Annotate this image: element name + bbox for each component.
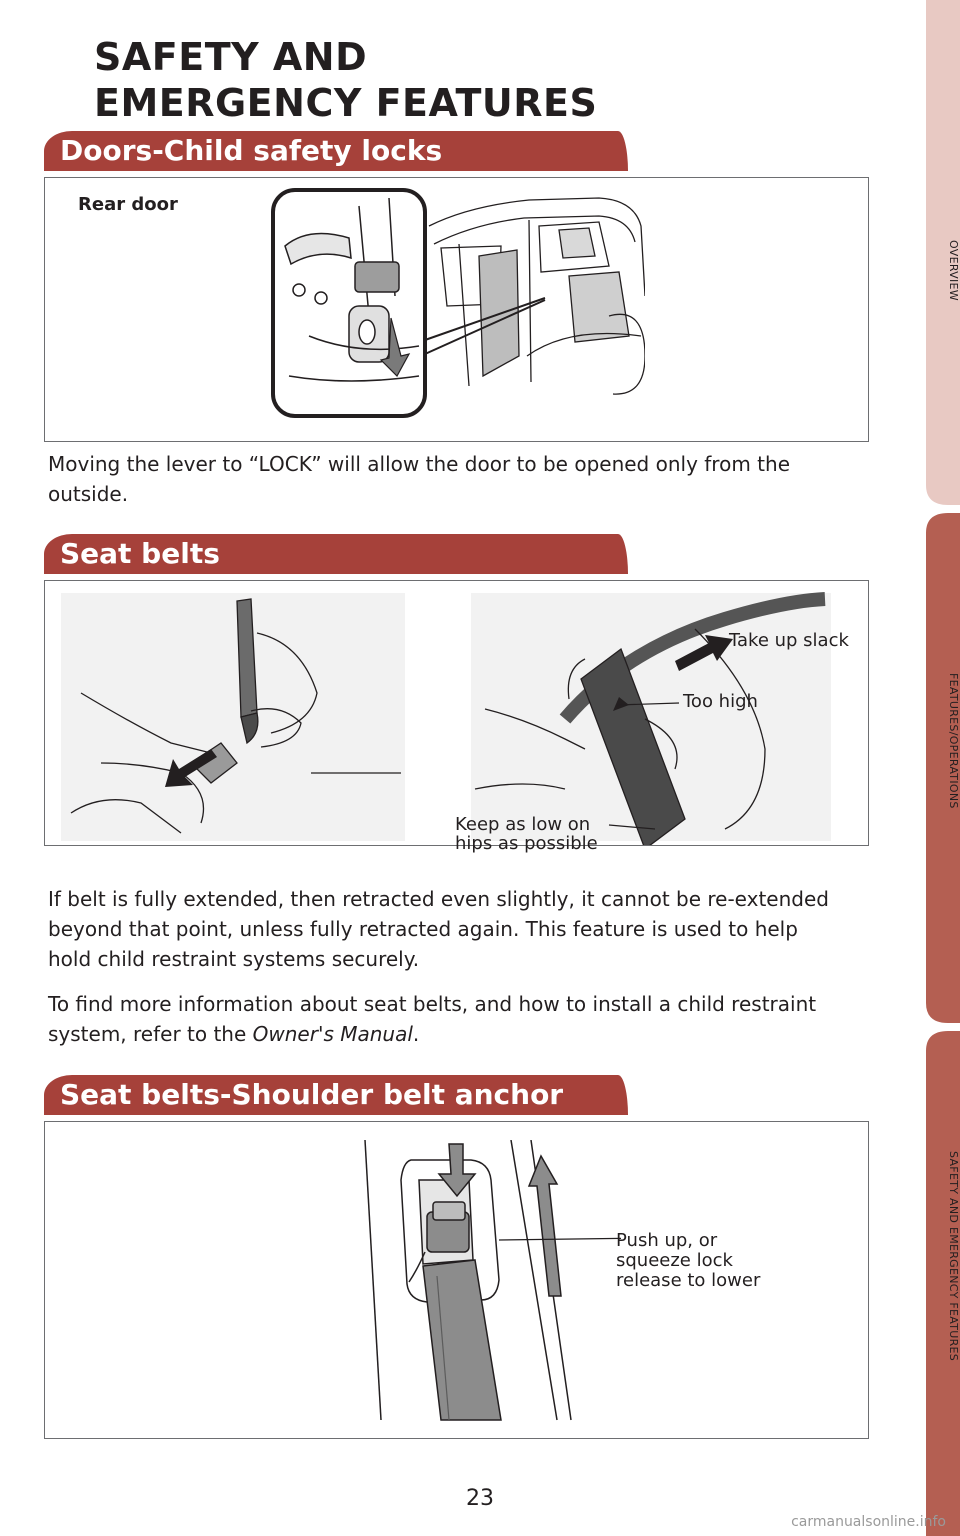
- side-tab-overview-label: OVERVIEW: [947, 240, 960, 301]
- side-tab-features-label: FEATURES/OPERATIONS: [947, 673, 960, 809]
- label-push-up: [616, 1231, 760, 1291]
- shoulder-anchor-illustration: [361, 1140, 621, 1422]
- label-keep-low-line1: Keep as low on: [455, 814, 591, 835]
- page-title-line2: EMERGENCY FEATURES: [94, 81, 598, 125]
- watermark: carmanualsonline.info: [791, 1514, 946, 1530]
- label-push-up-line3: release to lower: [616, 1270, 761, 1291]
- figure-frame-child-locks: [44, 177, 869, 442]
- section-heading-shoulder-anchor: Seat belts-Shoulder belt anchor: [44, 1075, 628, 1115]
- label-too-high: Too high: [683, 691, 758, 712]
- seat-belts-paragraph-1: If belt is fully extended, then retracted even slightly, it cannot be re-extended beyond that point, unless fully retracted again. This feature is used to help hold child restraint systems securely.: [48, 887, 829, 971]
- figure-label-rear-door: Rear door: [78, 194, 178, 215]
- side-tab-overview[interactable]: [926, 0, 960, 505]
- label-push-up-line2: squeeze lock: [616, 1250, 733, 1271]
- owners-manual-reference: Owner's Manual: [252, 1022, 413, 1046]
- child-locks-text: Moving the lever to “LOCK” will allow the door to be opened only from the outside.: [48, 452, 790, 506]
- label-keep-low: [455, 815, 598, 853]
- side-tab-features[interactable]: [926, 513, 960, 1023]
- page-number: 23: [466, 1486, 494, 1511]
- section-heading-seat-belts: Seat belts: [44, 534, 628, 574]
- figure-frame-seat-belts: [44, 580, 869, 854]
- label-push-up-line1: Push up, or: [616, 1230, 718, 1251]
- section-heading-child-locks: Doors-Child safety locks: [44, 131, 628, 171]
- page-title-line1: SAFETY AND: [94, 35, 368, 79]
- label-keep-low-line2: hips as possible: [455, 833, 598, 854]
- seat-belts-paragraph-2-text: To find more information about seat belts, and how to install a child restraint system, refer to the: [48, 992, 817, 1046]
- page-title: [94, 34, 597, 126]
- seat-belts-paragraph-2-end: .: [412, 1022, 420, 1046]
- seat-belts-paragraph-2: [48, 989, 818, 1049]
- label-take-up-slack: Take up slack: [729, 630, 849, 651]
- side-tab-safety[interactable]: [926, 1031, 960, 1536]
- rear-door-illustration: [269, 186, 645, 426]
- buckle-illustration: [61, 593, 405, 841]
- belt-position-illustration: [465, 589, 835, 845]
- figure-frame-shoulder-anchor: [44, 1121, 869, 1439]
- side-tab-safety-label: SAFETY AND EMERGENCY FEATURES: [947, 1151, 960, 1362]
